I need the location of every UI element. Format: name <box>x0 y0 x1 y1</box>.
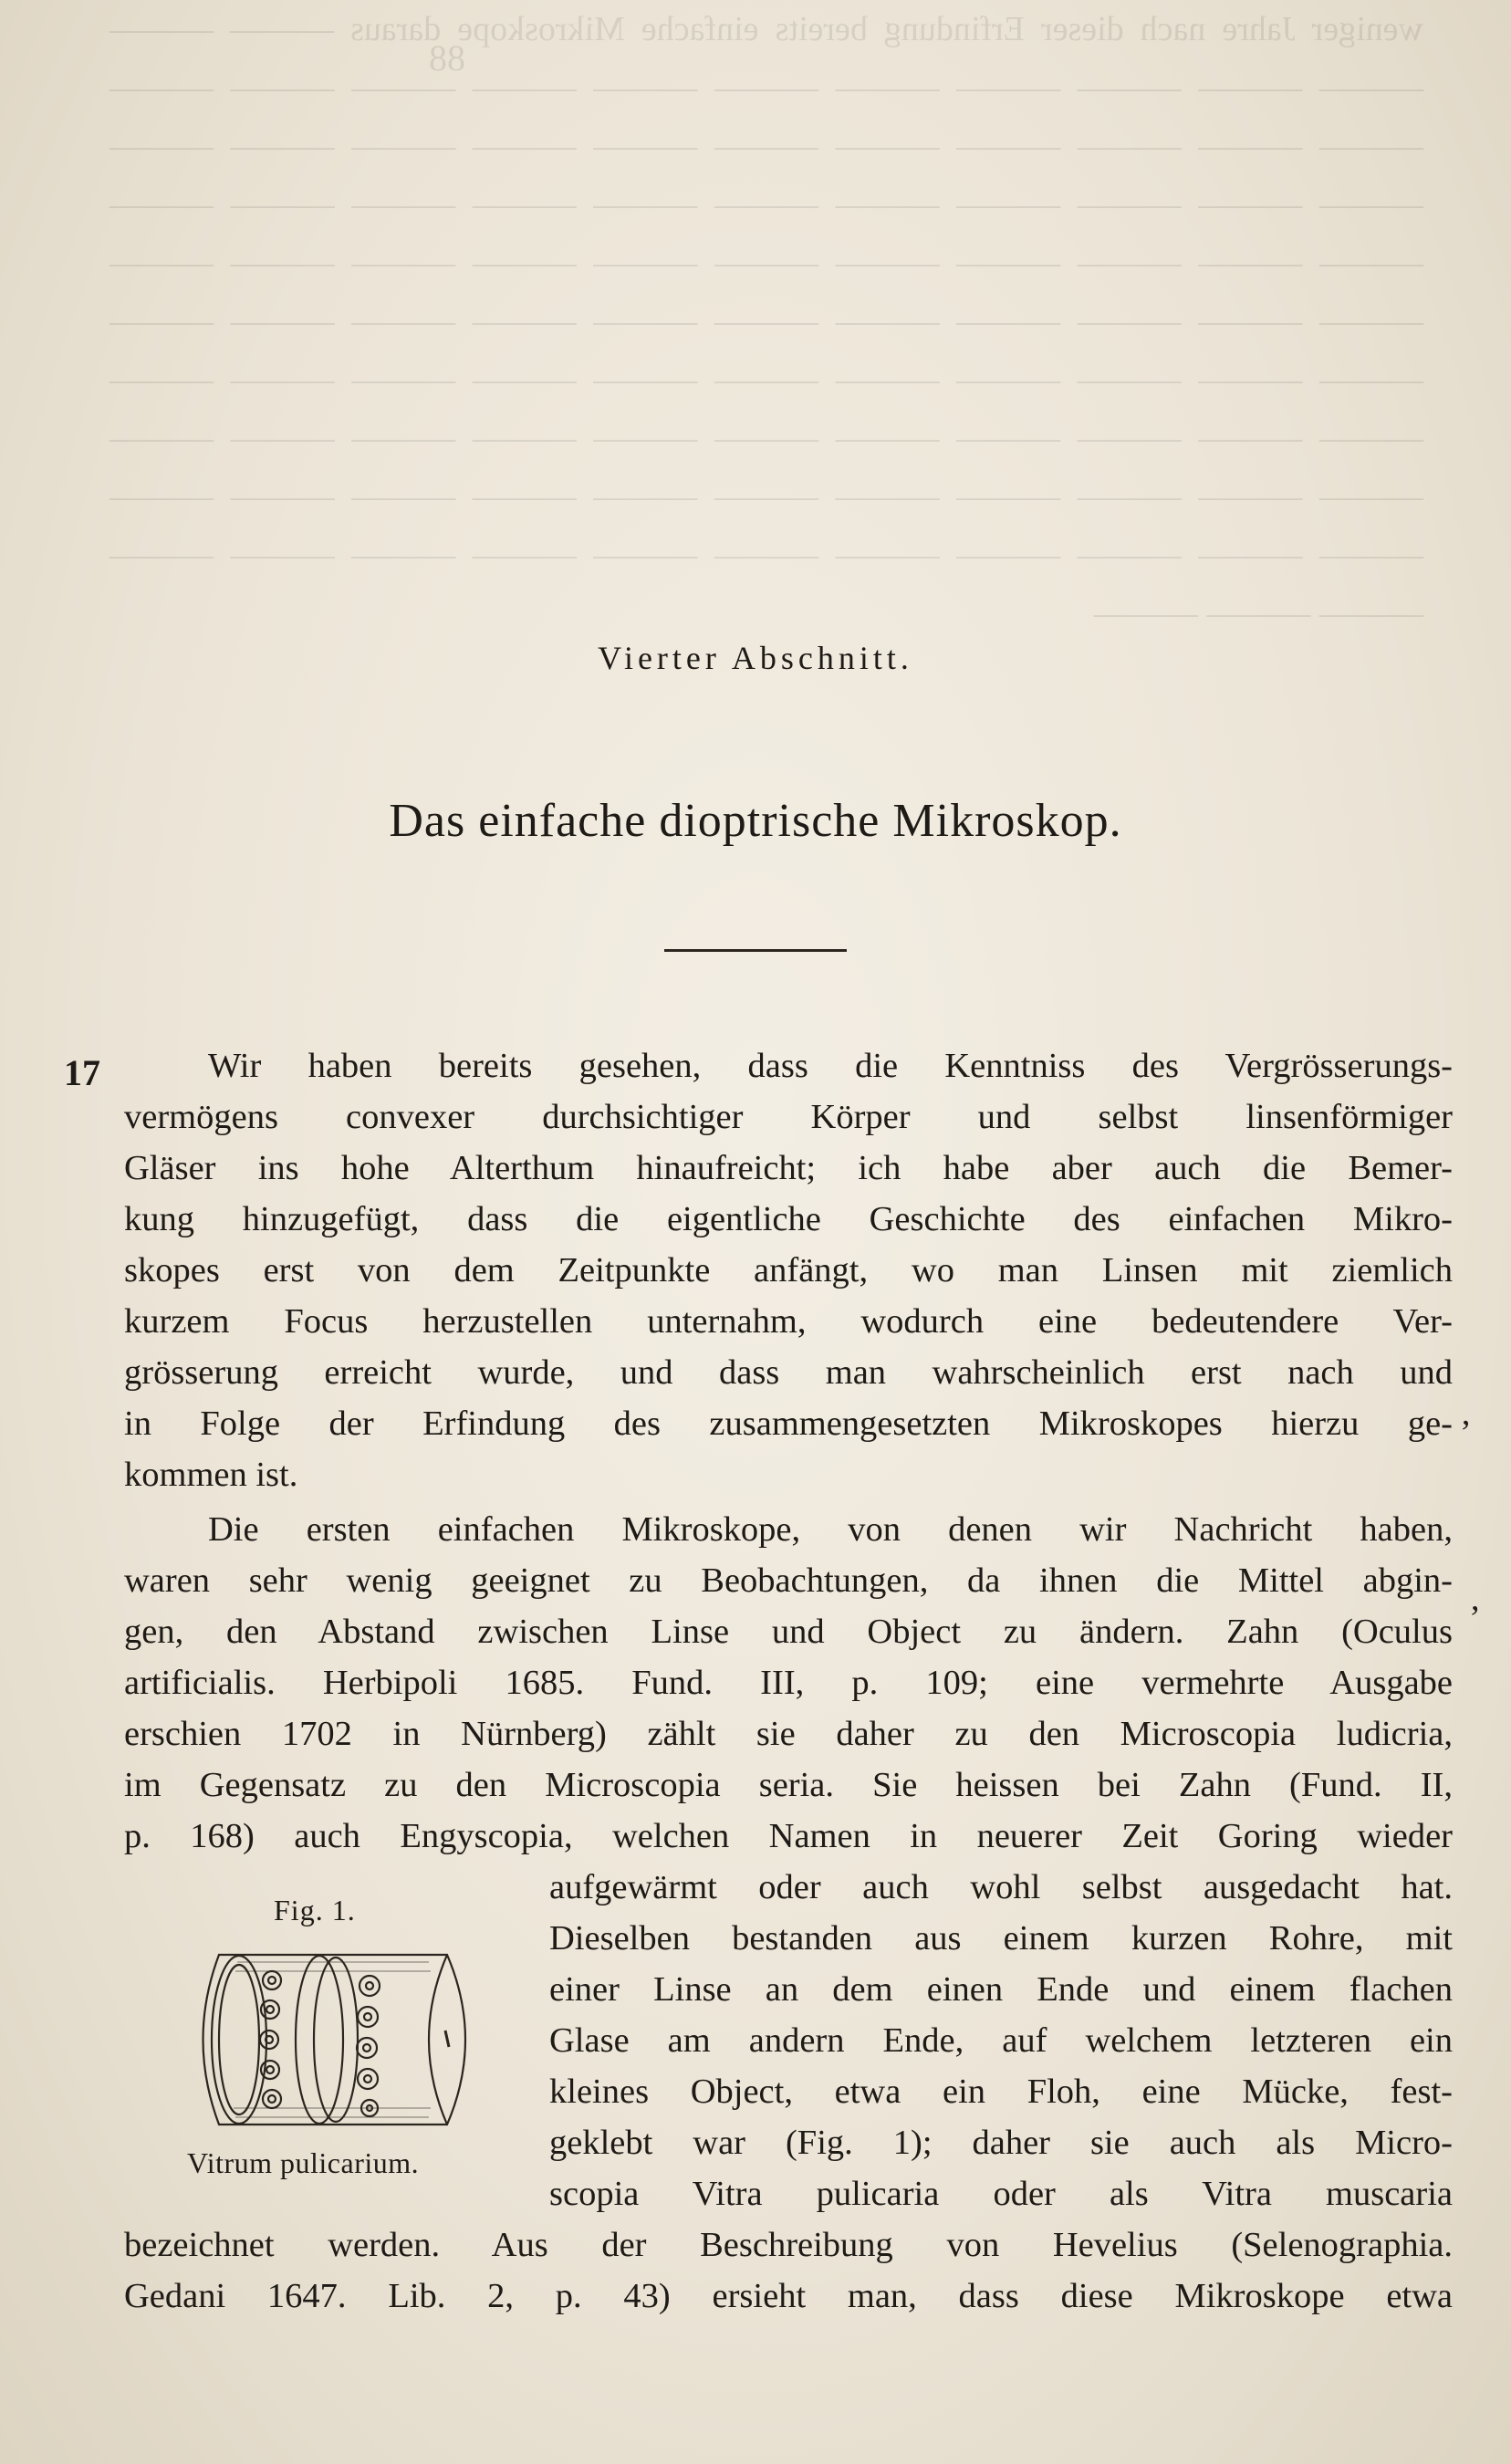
text-line: im Gegensatz zu den Microscopia seria. Sie heissen bei Zahn (Fund. II, <box>124 1766 1453 1804</box>
margin-mark: , <box>1471 1580 1480 1618</box>
bleed-through-page-number: 88 <box>429 37 465 78</box>
text-line: waren sehr wenig geeignet zu Beobachtungen, da ihnen die Mittel abgin- <box>124 1561 1453 1600</box>
text-line: p. 168) auch Engyscopia, welchen Namen in neuerer Zeit Goring wieder <box>124 1817 1453 1855</box>
paragraph-number: 17 <box>64 1052 100 1093</box>
figure-caption: Fig. 1. <box>274 1894 356 1926</box>
text-line: bezeichnet werden. Aus der Beschreibung von Hevelius (Selenographia. <box>124 2226 1453 2264</box>
figure-label: Vitrum pulicarium. <box>187 2146 420 2179</box>
text-line: Wir haben bereits gesehen, dass die Kenntniss des Vergrösserungs- <box>208 1047 1453 1085</box>
text-line: in Folge der Erfindung des zusammengesetzten Mikroskopes hierzu ge- <box>124 1404 1453 1443</box>
bleed-through-text: weniger Jahre nach dieser Erfindung bereits einfache Mikroskope daraus ——— ——— ——— ——— ——— ——— ——— ——— ——— ——— ——— ——— ——— ——— ——— ——— ——— ——— ——— ——— ——— ——— ——— ——— ——— ——— ——— ——— ——— ——— ——— ——— ——— ——— ——— ——— ——— ——— ——— ——— ——— ——— ——— ——— ——— ——— ——— ——— ——— ——— ——— ——— ——— ——— ——— ——— ——— ——— ——— ——— ——— ——— ——— ——— ——— ——— ——— ——— ——— ——— ——— ——— ——— ——— ——— ——— ——— ——— ——— ——— ——— ——— ——— ——— ——— ——— ——— ——— ——— ——— ——— ——— ——— ——— ——— ——— ——— ——— ——— ——— ——— ——— ——— ——— <box>109 10 1423 632</box>
title-rule <box>664 949 847 952</box>
text-line: Die ersten einfachen Mikroskope, von denen wir Nachricht haben, <box>208 1510 1453 1549</box>
text-line: kung hinzugefügt, dass die eigentliche Geschichte des einfachen Mikro- <box>124 1200 1453 1238</box>
text-line: gen, den Abstand zwischen Linse und Object zu ändern. Zahn (Oculus <box>124 1613 1453 1651</box>
margin-mark: ’ <box>1460 1414 1472 1452</box>
text-line: einer Linse an dem einen Ende und einem flachen <box>549 1970 1453 2009</box>
text-line: kommen ist. <box>124 1456 298 1494</box>
section-heading: Vierter Abschnitt. <box>598 640 913 676</box>
text-line: scopia Vitra pulicaria oder als Vitra muscaria <box>549 2175 1453 2213</box>
chapter-title: Das einfache dioptrische Mikroskop. <box>389 795 1122 847</box>
text-line: geklebt war (Fig. 1); daher sie auch als Micro- <box>549 2124 1453 2162</box>
figure-vitrum-pulicarium <box>182 1935 502 2145</box>
text-line: kleines Object, etwa ein Floh, eine Mücke, fest- <box>549 2072 1453 2111</box>
text-line: grösserung erreicht wurde, und dass man wahrscheinlich erst nach und <box>124 1353 1453 1392</box>
text-line: Gedani 1647. Lib. 2, p. 43) ersieht man, dass diese Mikroskope etwa <box>124 2277 1453 2315</box>
text-line: Dieselben bestanden aus einem kurzen Rohre, mit <box>549 1919 1453 1958</box>
text-line: erschien 1702 in Nürnberg) zählt sie daher zu den Microscopia ludicria, <box>124 1715 1453 1753</box>
text-line: artificialis. Herbipoli 1685. Fund. III, p. 109; eine vermehrte Ausgabe <box>124 1664 1453 1702</box>
text-line: Glase am andern Ende, auf welchem letzteren ein <box>549 2021 1453 2060</box>
text-line: aufgewärmt oder auch wohl selbst ausgedacht hat. <box>549 1868 1453 1906</box>
text-line: kurzem Focus herzustellen unternahm, wodurch eine bedeutendere Ver- <box>124 1302 1453 1341</box>
text-line: vermögens convexer durchsichtiger Körper und selbst linsenförmiger <box>124 1098 1453 1136</box>
vitrum-pulicarium-illustration <box>182 1935 502 2145</box>
text-line: skopes erst von dem Zeitpunkte anfängt, wo man Linsen mit ziemlich <box>124 1251 1453 1289</box>
text-line: Gläser ins hohe Alterthum hinaufreicht; ich habe aber auch die Bemer- <box>124 1149 1453 1187</box>
